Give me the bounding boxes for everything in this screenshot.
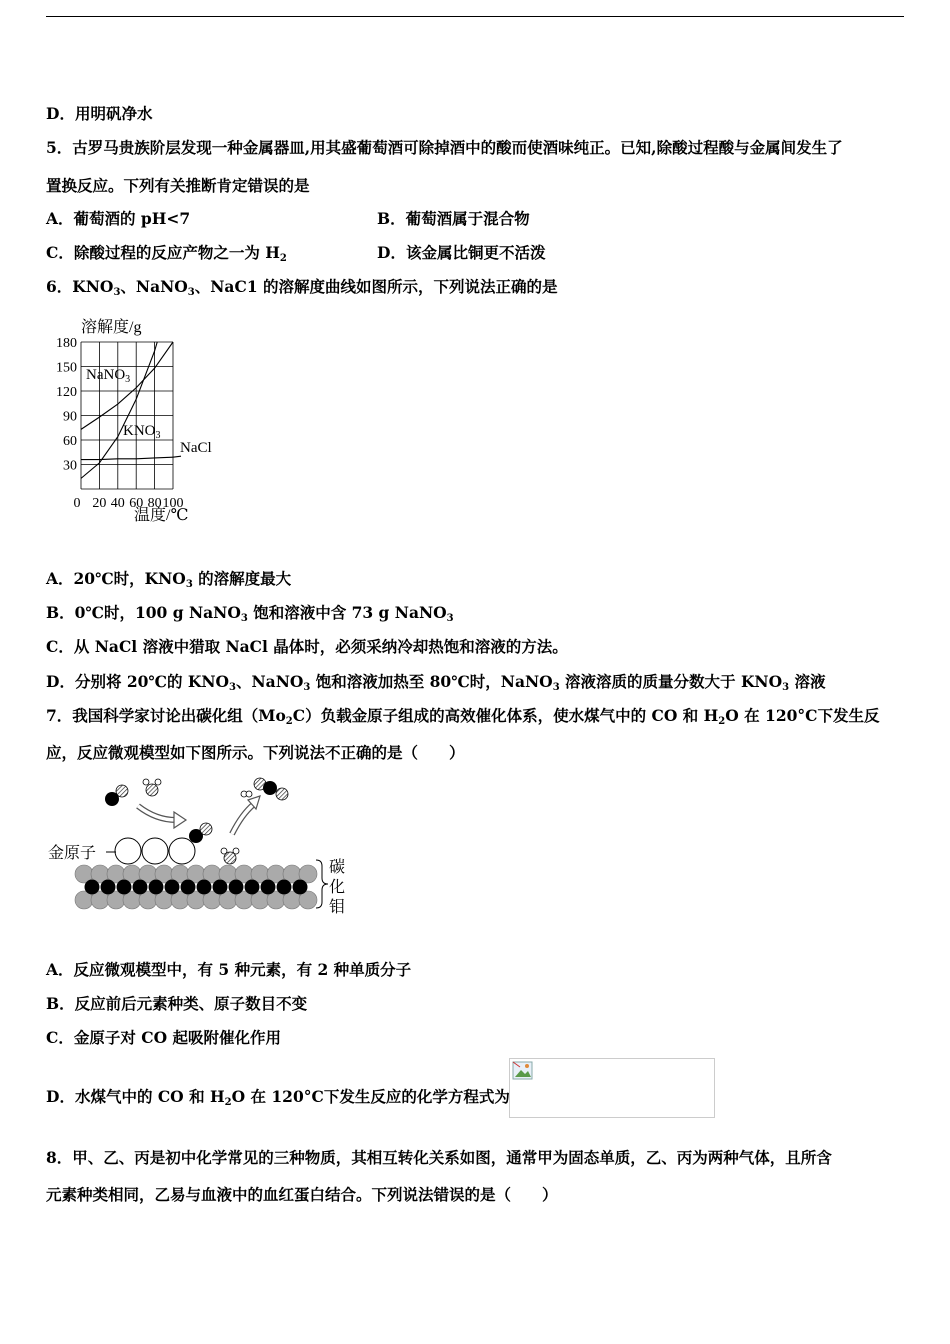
chart-ylabel: 溶解度/g (81, 319, 142, 336)
h2o-molecule-icon (143, 779, 161, 796)
c-atom (197, 880, 212, 895)
header-rule (46, 16, 904, 17)
gold-atoms (115, 838, 195, 864)
q8-stem-line2: 元素种类相同，乙易与血液中的血红蛋白结合。下列说法错误的是（ ） (46, 1185, 558, 1204)
adsorbed-h2o-icon (221, 848, 239, 864)
q8-stem-line1: 8．甲、乙、丙是初中化学常见的三种物质，其相互转化关系如图，通常甲为固态单质，乙、丙为两种气体，且所含 (46, 1148, 832, 1167)
q7-option-d: D．水煤气中的 CO 和 $H_2O$ 在 120°C下发生反应的化学方程式为 (46, 1087, 510, 1108)
broken-image-icon (512, 1061, 534, 1081)
q7-stem-line1: 7．我国科学家讨论出碳化组$(Mo_2C)$负载金原子组成的高效催化体系，使水煤气中的 CO 和 $H_2O$ 在 120°C下发生反 (46, 706, 880, 727)
label-nano3: NaNO$_3$ (86, 367, 131, 385)
q5-option-b: B．葡萄酒属于混合物 (377, 209, 530, 228)
x-tick-label: 40 (110, 496, 125, 511)
arrow-up-icon (232, 796, 260, 834)
nano3-curve (81, 342, 173, 429)
x-tick-label: 0 (73, 496, 81, 511)
q5-option-a: A．葡萄酒的 pH<7 (46, 209, 191, 228)
x-tick-label: 100 (162, 496, 184, 511)
q5-option-c: C．除酸过程的反应产物之一为 $H_2$ (46, 243, 287, 264)
c-atom (165, 880, 180, 895)
c-atom (85, 880, 100, 895)
molybdenum-carbide-substrate (75, 865, 317, 909)
label-nacl: NaCl (180, 440, 212, 456)
y-tick-label: 60 (63, 434, 77, 449)
q5-option-d: D．该金属比铜更不活泼 (377, 243, 546, 262)
c-atom (101, 880, 116, 895)
q5-stem-line2: 置换反应。下列有关推断肯定错误的是 (46, 176, 310, 195)
reaction-model-figure (46, 772, 356, 922)
equation-image-placeholder (509, 1058, 715, 1118)
c-atom (245, 880, 260, 895)
co-molecule-icon (105, 785, 128, 806)
y-tick-label: 120 (56, 385, 77, 400)
gold-atom-label: 金原子 (48, 843, 97, 862)
c-atom (133, 880, 148, 895)
c-atom (293, 880, 308, 895)
c-atom (229, 880, 244, 895)
x-tick-label: 60 (129, 496, 144, 511)
x-tick-label: 80 (147, 496, 162, 511)
y-tick-label: 90 (63, 409, 77, 425)
y-tick-label: 180 (56, 336, 77, 351)
c-atom (117, 880, 132, 895)
side-label-2: 化 (329, 877, 346, 896)
x-tick-label: 20 (92, 496, 107, 511)
q7-option-b: B．反应前后元素种类、原子数目不变 (46, 994, 308, 1013)
c-atom (149, 880, 164, 895)
y-tick-label: 150 (56, 360, 77, 376)
q7-stem-line2: 应，反应微观模型如下图所示。下列说法不正确的是（ ） (46, 743, 465, 762)
adsorbed-co-icon (189, 823, 212, 843)
q6-option-a: A．20℃时，$KNO_3$ 的溶解度最大 (46, 569, 292, 590)
solubility-chart (48, 312, 228, 527)
q7-option-a: A．反应微观模型中，有 5 种元素，有 2 种单质分子 (46, 960, 412, 979)
y-tick-label: 30 (63, 458, 77, 474)
q6-option-c: C．从 NaCl 溶液中猎取 NaCl 晶体时，必须采纳冷却热饱和溶液的方法。 (46, 637, 568, 656)
nacl-curve-tail (173, 456, 181, 457)
side-label-3: 钼 (329, 897, 346, 916)
side-label-1: 碳 (329, 857, 346, 876)
c-atom (181, 880, 196, 895)
c-atom (277, 880, 292, 895)
q6-stem: 6．$KNO_3$、NaNO$_3$、NaC1 的溶解度曲线如图所示，下列说法正确的是 (46, 277, 558, 298)
label-kno3: $KNO_3$ (123, 423, 161, 441)
q7-option-c: C．金原子对 CO 起吸附催化作用 (46, 1028, 281, 1047)
c-atom (261, 880, 276, 895)
c-atom (213, 880, 228, 895)
q6-option-d: D．分别将 20℃的 $KNO_3$、NaNO$_3$ 饱和溶液加热至 80℃时，NaNO$_3$ 溶液溶质的质量分数大于 $KNO_3$ 溶液 (46, 672, 826, 693)
nacl-curve (81, 457, 173, 459)
arrow-down-icon (138, 806, 186, 828)
chart-xlabel: 温度/℃ (134, 507, 189, 524)
q6-option-b: B．0℃时，100 g NaNO$_3$ 饱和溶液中含 73 g NaNO$_3$ (46, 603, 454, 624)
q5-stem-line1: 5．古罗马贵族阶层发现一种金属器皿,用其盛葡萄酒可除掉酒中的酸而使酒味纯正。已知,除酸过程酸与金属间发生了 (46, 138, 843, 157)
h2-molecule-icon (241, 791, 252, 797)
q4-option-d: D．用明矾净水 (46, 104, 153, 123)
